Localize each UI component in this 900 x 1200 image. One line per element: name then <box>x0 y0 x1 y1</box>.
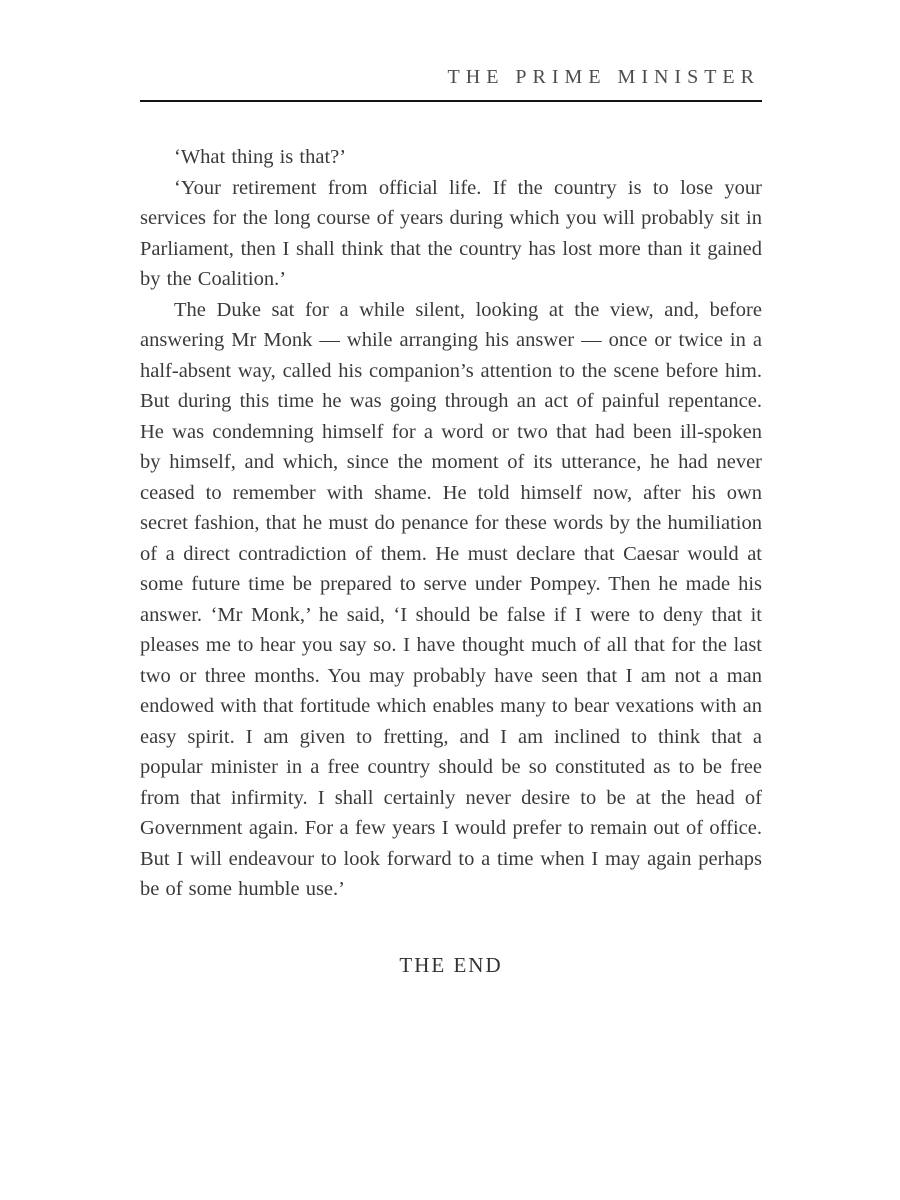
paragraph: The Duke sat for a while silent, looking at the view, and, before answering Mr Monk — while arranging his answer — once or twice in a half-absent way, called his companion’s attention to the scene before him. But during this time he was going through an act of painful repentance. He was condemning himself for a word or two that had been ill-spoken by himself, and which, since the moment of its utterance, he had never ceased to remember with shame. He told himself now, after his own secret fashion, that he must do penance for these words by the humiliation of a direct contradiction of them. He must declare that Caesar would at some future time be prepared to serve under Pompey. Then he made his answer. ‘Mr Monk,’ he said, ‘I should be false if I were to deny that it pleases me to hear you say so. I have thought much of all that for the last two or three months. You may probably have seen that I am not a man endowed with that fortitude which enables many to bear vexations with an easy spirit. I am given to fretting, and I am inclined to think that a popular minister in a free country should be so constituted as to be free from that infirmity. I shall certainly never desire to be at the head of Government again. For a few years I would prefer to remain out of office. But I will endeavour to look forward to a time when I may again perhaps be of some humble use.’ <box>140 298 762 900</box>
content-column <box>140 0 762 978</box>
page-body <box>140 142 762 978</box>
running-head <box>140 0 762 102</box>
the-end-label: THE END <box>399 952 503 977</box>
paragraph: ‘What thing is that?’ <box>174 146 347 168</box>
paragraph: ‘Your retirement from official life. If the country is to lose your services for the long course of years during which you will probably sit in Parliament, then I shall think that the country has lost more than it gained by the Coalition.’ <box>140 176 762 290</box>
header-rule <box>140 100 762 102</box>
running-head-title: THE PRIME MINISTER <box>447 66 760 88</box>
